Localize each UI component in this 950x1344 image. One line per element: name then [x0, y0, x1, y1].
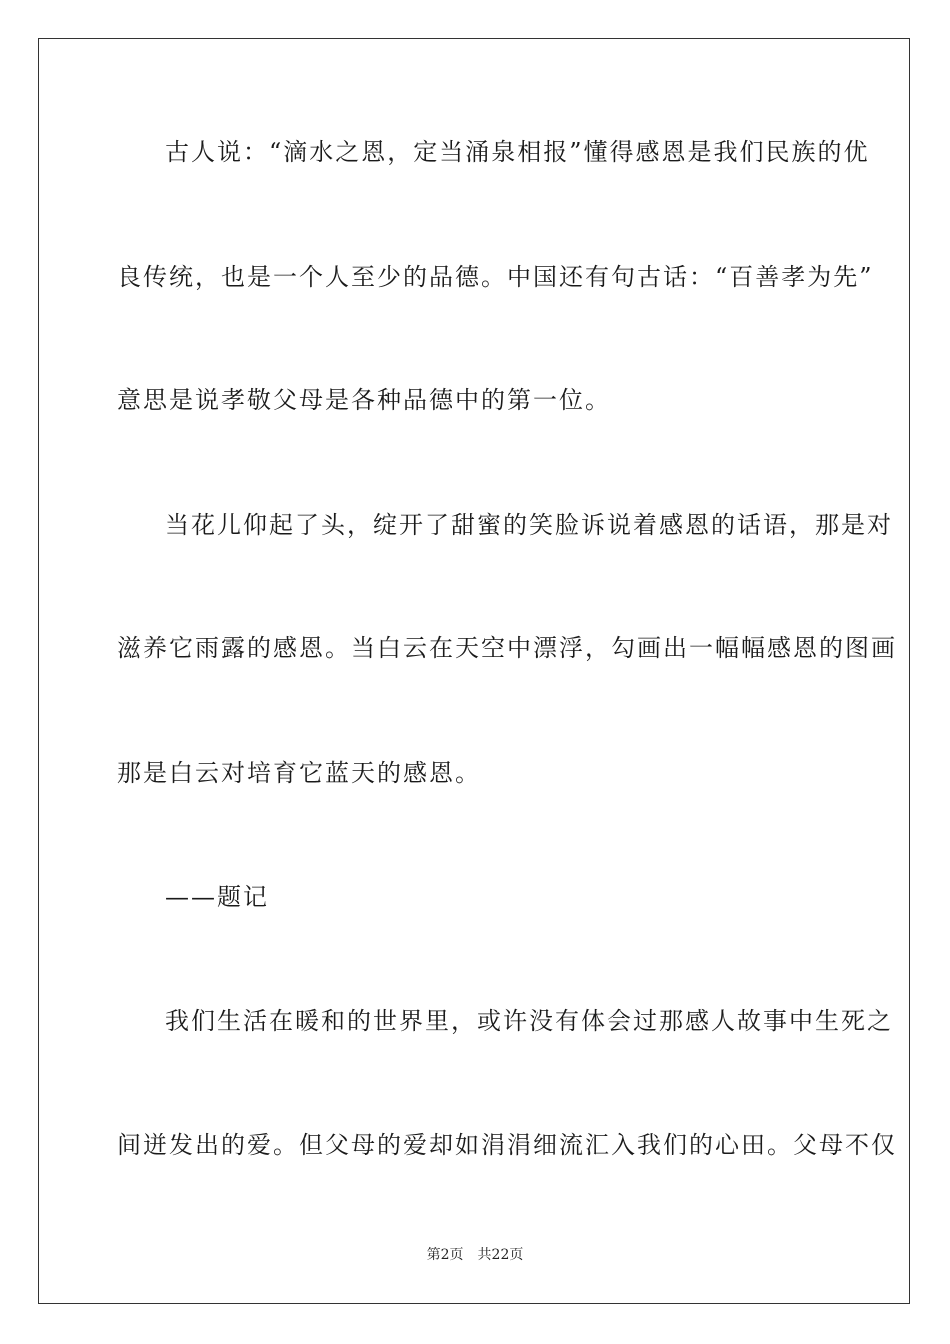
- paragraph-3-line-2: 间迸发出的爱。但父母的爱却如涓涓细流汇入我们的心田。父母不仅: [117, 1131, 897, 1159]
- page-number: 第2页: [426, 1247, 464, 1263]
- paragraph-1-line-3: 意思是说孝敬父母是各种品德中的第一位。: [117, 386, 611, 414]
- paragraph-2-line-2: 滋养它雨露的感恩。当白云在天空中漂浮，勾画出一幅幅感恩的图画: [117, 634, 897, 662]
- signature: ——题记: [165, 883, 269, 911]
- total-pages: 共22页: [477, 1247, 524, 1263]
- paragraph-1-line-1: 古人说：“滴水之恩，定当涌泉相报”懂得感恩是我们民族的优: [165, 138, 870, 166]
- paragraph-2-line-1: 当花儿仰起了头，绽开了甜蜜的笑脸诉说着感恩的话语，那是对: [165, 511, 893, 539]
- paragraph-1-line-2: 良传统，也是一个人至少的品德。中国还有句古话：“百善孝为先”: [117, 263, 874, 291]
- paragraph-2-line-3: 那是白云对培育它蓝天的感恩。: [117, 759, 481, 787]
- paragraph-3-line-1: 我们生活在暖和的世界里，或许没有体会过那感人故事中生死之: [165, 1007, 893, 1035]
- page-footer: [0, 1246, 950, 1264]
- page-border: [38, 38, 910, 1304]
